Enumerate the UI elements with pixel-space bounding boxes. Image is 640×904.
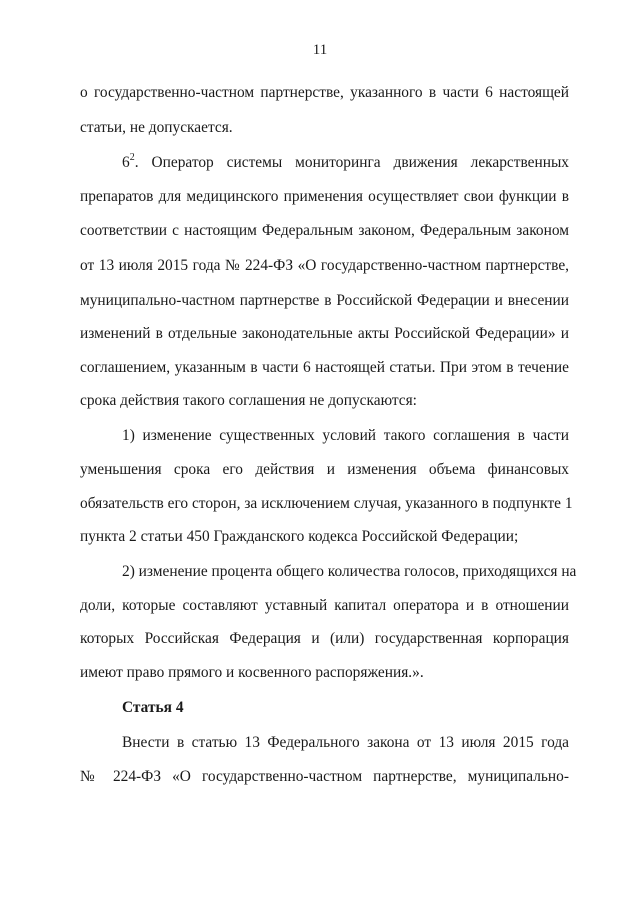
text-line: уменьшения срока его действия и изменения объема финансовых	[80, 461, 569, 478]
text-line: изменений в отдельные законодательные акты Российской Федерации» и	[80, 325, 569, 342]
paragraph-text: Оператор системы мониторинга движения лекарственных	[151, 154, 569, 171]
text-line: о государственно-частном партнерстве, указанного в части 6 настоящей	[80, 84, 569, 101]
list-item-first-line: 1) изменение существенных условий такого соглашения в части	[122, 427, 569, 444]
text-line: доли, которые составляют уставный капитал оператора и в отношении	[80, 597, 569, 614]
text-line: соглашением, указанным в части 6 настоящей статьи. При этом в течение	[80, 359, 569, 376]
text-line: препаратов для медицинского применения осуществляет свои функции в	[80, 188, 569, 205]
text-line: имеют право прямого и косвенного распоряжения.».	[80, 664, 424, 681]
paragraph-first-line: Внести в статью 13 Федерального закона от 13 июля 2015 года	[122, 734, 569, 751]
paragraph-number: $6^2$.	[122, 151, 139, 171]
text-line: от 13 июля 2015 года № 224-ФЗ «О государственно-частном партнерстве,	[80, 257, 569, 274]
list-item-first-line: 2) изменение процента общего количества голосов, приходящихся на	[122, 563, 577, 580]
text-line: которых Российская Федерация и (или) государственная корпорация	[80, 630, 569, 647]
text-line: статьи, не допускается.	[80, 119, 233, 136]
paragraph-first-line	[122, 153, 569, 173]
text-line: пункта 2 статьи 450 Гражданского кодекса Российской Федерации;	[80, 528, 519, 545]
text-line: срока действия такого соглашения не допускаются:	[80, 392, 417, 409]
article-heading: Статья 4	[122, 699, 184, 716]
text-line: муниципально-частном партнерстве в Российской Федерации и внесении	[80, 292, 569, 309]
text-line: № 224-ФЗ «О государственно-частном партнерстве, муниципально-	[80, 768, 569, 785]
text-line: обязательств его сторон, за исключением случая, указанного в подпункте 1	[80, 495, 573, 512]
text-line: соответствии с настоящим Федеральным законом, Федеральным законом	[80, 222, 569, 239]
page-number: 11	[312, 42, 328, 58]
